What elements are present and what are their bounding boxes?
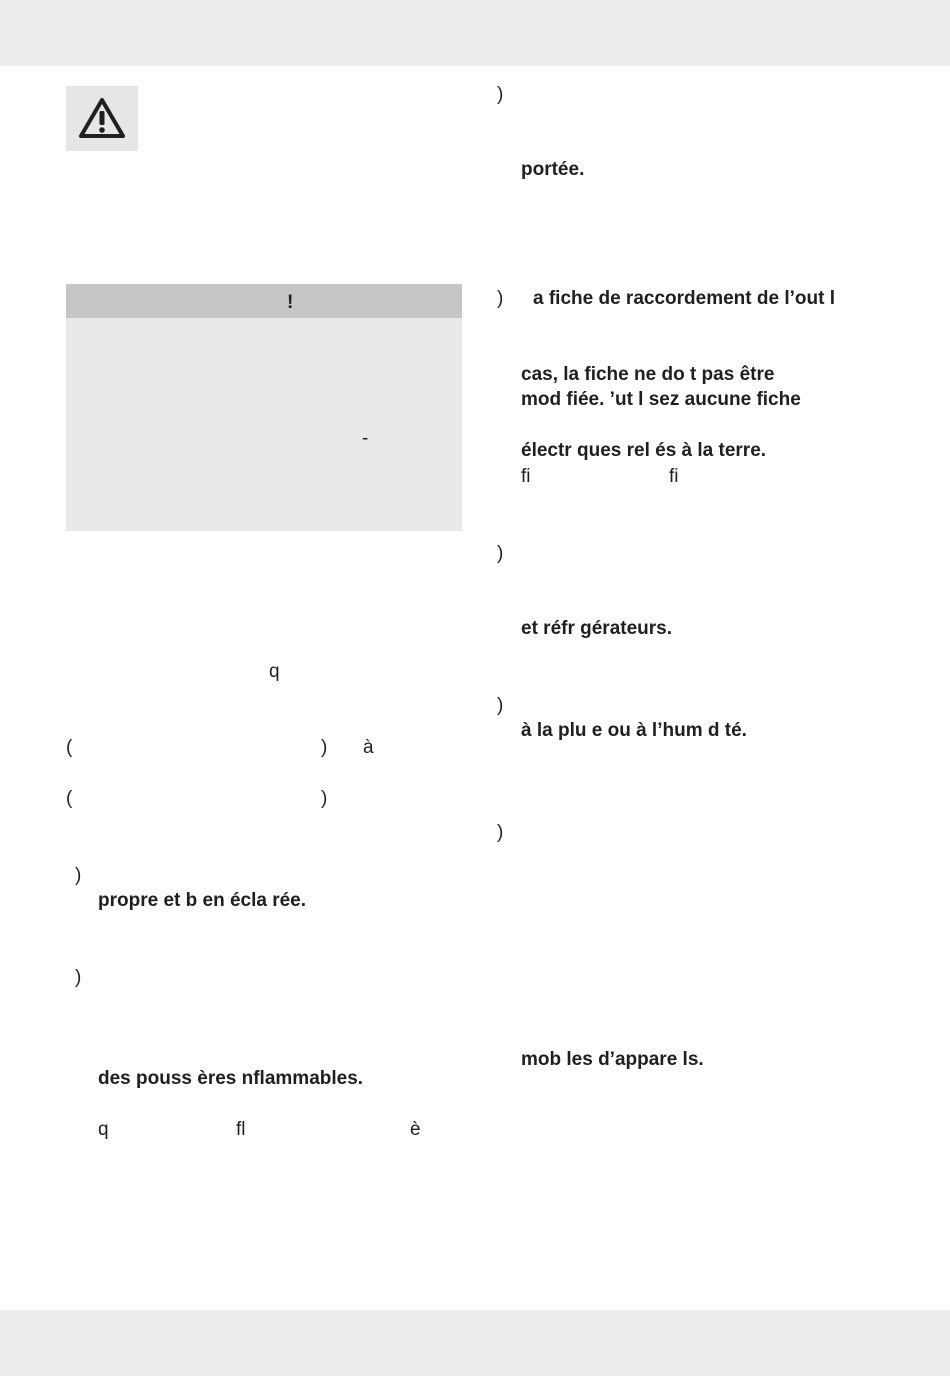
left-paren-close-1: ) [321, 737, 328, 758]
notice-panel-header [66, 284, 462, 318]
notice-panel [66, 284, 462, 531]
right-item-3-text: et réfr gérateurs. [521, 618, 673, 639]
left-fragment-q: q [269, 661, 280, 682]
warning-symbol-box [66, 86, 138, 151]
warning-triangle-icon [78, 96, 126, 140]
left-fragment-a: à [363, 737, 374, 758]
right-item-4-text: à la plu e ou à l’hum d té. [521, 720, 747, 741]
left-item-b-marker: ) [75, 967, 82, 988]
right-item-2-line-3: mod fiée. ’ut l sez aucune fiche [521, 389, 801, 410]
right-item-3-marker: ) [497, 543, 504, 564]
left-item-b-text: des pouss ères nflammables. [98, 1068, 364, 1089]
notice-dash: - [362, 428, 369, 449]
left-item-a-marker: ) [75, 865, 82, 886]
left-item-b-fragment-fl: fl [236, 1119, 246, 1140]
left-paren-close-2: ) [321, 788, 328, 809]
right-item-2-fragment-fi-2: fi [669, 466, 679, 487]
left-item-a-text: propre et b en écla rée. [98, 890, 307, 911]
right-item-2-fragment-fi-1: fi [521, 466, 531, 487]
right-item-2-line-1: a fiche de raccordement de l’out l [533, 288, 835, 309]
right-item-1-text: portée. [521, 159, 585, 180]
left-item-b-fragment-e: è [410, 1119, 421, 1140]
right-item-2-line-2: cas, la fiche ne do t pas être [521, 364, 775, 385]
right-item-1-marker: ) [497, 84, 504, 105]
left-paren-open-1: ( [66, 737, 73, 758]
bottom-band [0, 1310, 950, 1376]
left-item-b-fragment-q: q [98, 1119, 109, 1140]
left-paren-open-2: ( [66, 788, 73, 809]
right-item-5-marker: ) [497, 822, 504, 843]
notice-title: ! [287, 292, 294, 313]
right-item-4-marker: ) [497, 695, 504, 716]
right-item-5-text: mob les d’appare ls. [521, 1049, 704, 1070]
right-item-2-line-4: électr ques rel és à la terre. [521, 440, 767, 461]
top-band [0, 0, 950, 66]
right-item-2-marker: ) [497, 288, 504, 309]
